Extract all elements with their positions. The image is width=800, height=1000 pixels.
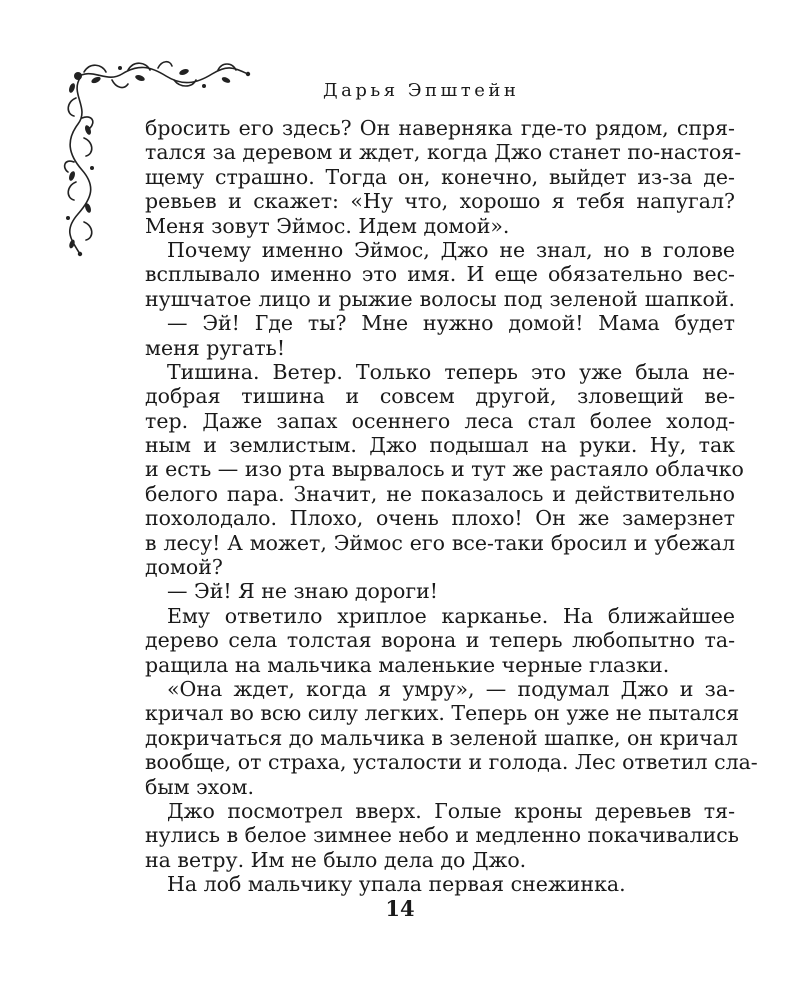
- body-text: [145, 116, 758, 897]
- page-number: 14: [385, 896, 415, 921]
- text-line: докричаться до мальчика в зеленой шапке, он кричал: [145, 725, 738, 750]
- text-line: меня ругать!: [145, 335, 286, 360]
- text-line: ревьев и скажет: «Ну что, хорошо я тебя напугал?: [145, 189, 735, 214]
- text-line: всплывало именно это имя. И еще обязательно вес-: [145, 262, 735, 287]
- text-line: Ему ответило хриплое карканье. На ближайшее: [167, 603, 735, 628]
- text-line: на ветру. Им не было дела до Джо.: [145, 847, 527, 872]
- text-line: тер. Даже запах осеннего леса стал более холод-: [145, 408, 735, 433]
- text-line: белого пара. Значит, не показалось и действительно: [145, 481, 735, 506]
- text-line: дерево села толстая ворона и теперь любопытно та-: [145, 628, 735, 653]
- text-line: и есть — изо рта вырвалось и тут же растаяло облачко: [145, 457, 744, 482]
- text-line: домой?: [145, 555, 223, 580]
- running-head-author: Дарья Эпштейн: [323, 80, 520, 101]
- text-line: вообще, от страха, усталости и голода. Лес ответил сла-: [145, 750, 758, 775]
- text-line: похолодало. Плохо, очень плохо! Он же замерзнет: [145, 506, 735, 531]
- text-line: кричал во всю силу легких. Теперь он уже не пытался: [145, 701, 740, 726]
- text-line: — Эй! Я не знаю дороги!: [167, 579, 439, 604]
- text-line: бым эхом.: [145, 774, 254, 799]
- text-line: «Она ждет, когда я умру», — подумал Джо и за-: [167, 676, 735, 701]
- text-line: нушчатое лицо и рыжие волосы под зеленой шапкой.: [145, 286, 735, 311]
- text-line: ращила на мальчика маленькие черные глазки.: [145, 652, 670, 677]
- text-line: ным и землистым. Джо подышал на руки. Ну, так: [145, 433, 735, 458]
- text-line: Джо посмотрел вверх. Голые кроны деревьев тя-: [167, 798, 735, 823]
- text-line: бросить его здесь? Он наверняка где-то рядом, спря-: [145, 116, 735, 140]
- text-line: — Эй! Где ты? Мне нужно домой! Мама будет: [167, 311, 735, 336]
- text-line: в лесу! А может, Эймос его все-таки бросил и убежал: [145, 530, 735, 555]
- text-line: Тишина. Ветер. Только теперь это уже была не-: [167, 359, 735, 384]
- text-line: добрая тишина и совсем другой, зловещий ве-: [145, 384, 735, 409]
- text-line: нулись в белое зимнее небо и медленно покачивались: [145, 823, 739, 848]
- text-line: щему страшно. Тогда он, конечно, выйдет из-за де-: [145, 164, 735, 189]
- text-line: тался за деревом и ждет, когда Джо станет по-настоя-: [145, 140, 742, 165]
- text-line: Меня зовут Эймос. Идем домой».: [145, 213, 510, 238]
- text-line: Почему именно Эймос, Джо не знал, но в голове: [167, 237, 735, 262]
- text-line: На лоб мальчику упала первая снежинка.: [167, 872, 626, 897]
